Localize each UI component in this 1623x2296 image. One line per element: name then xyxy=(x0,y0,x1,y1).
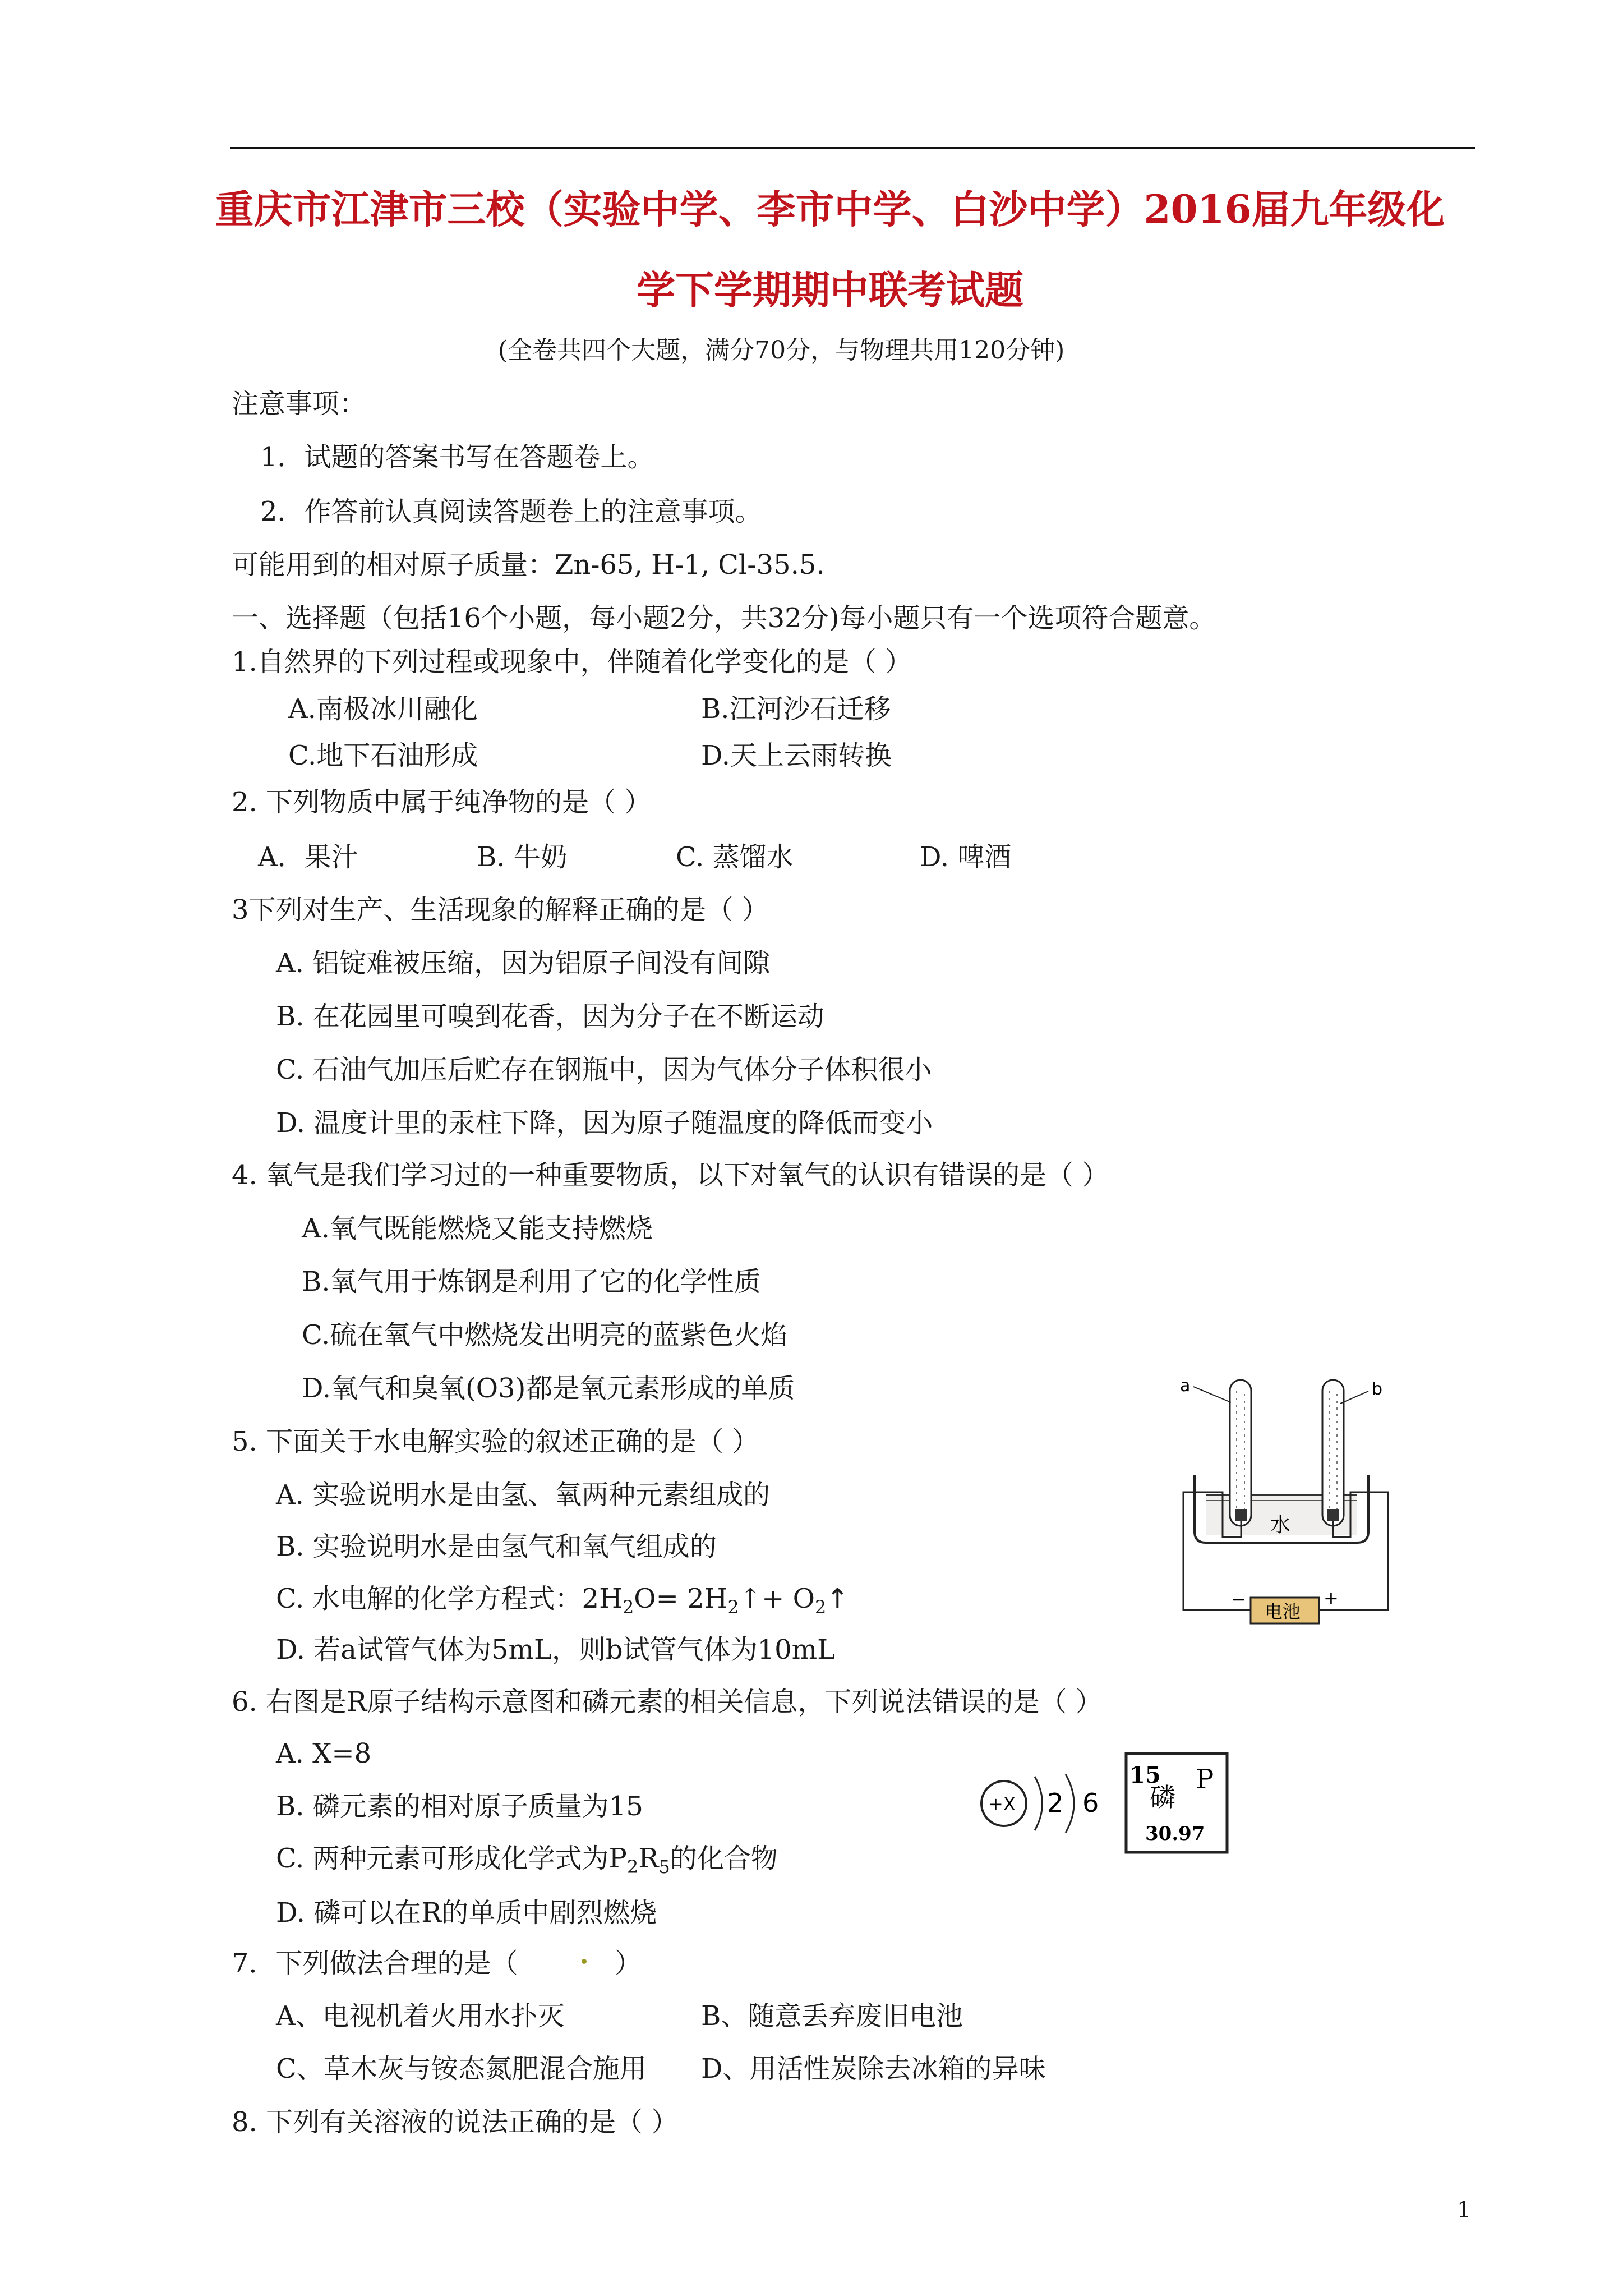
q1-option-a: A.南极冰川融化 xyxy=(288,693,478,725)
q6-option-c xyxy=(276,1845,778,1876)
q2-option-a: A．果汁 xyxy=(258,841,358,873)
q6-option-d: D. 磷可以在R的单质中剧烈燃烧 xyxy=(276,1897,657,1929)
q1-option-d: D.天上云雨转换 xyxy=(701,740,892,771)
q8-stem: 8. 下列有关溶液的说法正确的是（ ） xyxy=(232,2106,679,2138)
q5-option-b: B. 实验说明水是由氢气和氧气组成的 xyxy=(276,1531,717,1562)
q4-option-c: C.硫在氧气中燃烧发出明亮的蓝紫色火焰 xyxy=(302,1319,788,1351)
battery-label: 电池 xyxy=(1265,1601,1301,1622)
q7-option-b: B、随意丢弃废旧电池 xyxy=(701,2000,963,2032)
q6-option-a: A. X=8 xyxy=(276,1738,372,1769)
title-line-2: 学下学期期中联考试题 xyxy=(637,268,1023,313)
q5-c-sub-3: 2 xyxy=(814,1596,827,1618)
phosphorus-element-card xyxy=(1123,1750,1232,1857)
q4-option-b: B.氧气用于炼钢是利用了它的化学性质 xyxy=(302,1266,761,1297)
q5-c-text-3: ↑+ O xyxy=(739,1583,815,1614)
q6-c-sub-1: 2 xyxy=(626,1856,639,1878)
q7-stem-right: ） xyxy=(615,1948,642,1979)
q3-option-b: B. 在花园里可嗅到花香，因为分子在不断运动 xyxy=(276,1001,824,1032)
q3-option-d: D. 温度计里的汞柱下降，因为原子随温度的降低而变小 xyxy=(276,1107,933,1139)
stray-dot xyxy=(582,1959,587,1964)
minus-sign: − xyxy=(1231,1589,1246,1610)
q5-c-sub-1: 2 xyxy=(622,1596,634,1618)
atom-structure-diagram xyxy=(976,1764,1116,1843)
page-number: 1 xyxy=(1457,2197,1472,2223)
atomic-number: 15 xyxy=(1129,1762,1161,1788)
q1-option-b: B.江河沙石迁移 xyxy=(701,693,891,725)
shell-2-electrons: 6 xyxy=(1082,1788,1099,1818)
q6-c-text-1: C. 两种元素可形成化学式为P xyxy=(276,1843,627,1874)
q6-option-b: B. 磷元素的相对原子质量为15 xyxy=(276,1791,643,1822)
header-rule xyxy=(230,147,1475,149)
q2-option-b: B. 牛奶 xyxy=(477,841,568,873)
electrolysis-diagram xyxy=(1172,1369,1413,1649)
q5-stem: 5. 下面关于水电解实验的叙述正确的是（ ） xyxy=(232,1426,759,1457)
q1-stem: 1.自然界的下列过程或现象中，伴随着化学变化的是（ ） xyxy=(232,646,912,678)
title-line-1: 重庆市江津市三校（实验中学、李市中学、白沙中学）2016届九年级化 xyxy=(215,187,1445,232)
notice-heading: 注意事项： xyxy=(232,388,367,420)
q7-stem-left: 7．下列做法合理的是（ xyxy=(232,1948,518,1979)
section-1-heading: 一、选择题（包括16个小题，每小题2分，共32分)每小题只有一个选项符合题意。 xyxy=(232,602,1216,634)
element-name: 磷 xyxy=(1150,1782,1175,1812)
q2-stem: 2. 下列物质中属于纯净物的是（ ） xyxy=(232,786,652,818)
q2-option-c: C. 蒸馏水 xyxy=(676,841,794,873)
shell-1-electrons: 2 xyxy=(1047,1788,1064,1818)
q6-c-sub-2: 5 xyxy=(658,1856,670,1878)
atomic-masses: 可能用到的相对原子质量：Zn-65, H-1, Cl-35.5. xyxy=(232,549,825,581)
element-symbol: P xyxy=(1196,1764,1214,1795)
atomic-mass: 30.97 xyxy=(1145,1823,1205,1845)
q5-option-d: D. 若a试管气体为5mL，则b试管气体为10mL xyxy=(276,1634,836,1665)
nucleus-charge: +X xyxy=(988,1793,1016,1815)
q5-c-text-2: O= 2H xyxy=(634,1583,728,1614)
q5-option-c xyxy=(276,1585,849,1616)
notice-item-2: 2．作答前认真阅读答题卷上的注意事项。 xyxy=(260,496,762,527)
q1-option-c: C.地下石油形成 xyxy=(288,740,478,771)
q2-option-d: D. 啤酒 xyxy=(920,841,1012,873)
notice-item-1: 1．试题的答案书写在答题卷上。 xyxy=(260,441,654,473)
q3-stem: 3下列对生产、生活现象的解释正确的是（ ） xyxy=(232,894,769,926)
label-a: a xyxy=(1180,1376,1191,1396)
q4-option-a: A.氧气既能燃烧又能支持燃烧 xyxy=(302,1213,653,1244)
exam-subtitle: (全卷共四个大题，满分70分，与物理共用120分钟) xyxy=(498,336,1065,365)
q6-c-text-2: R xyxy=(638,1843,659,1874)
q5-c-text-4: ↑ xyxy=(826,1583,849,1614)
q7-option-d: D、用活性炭除去冰箱的异味 xyxy=(701,2053,1046,2085)
plus-sign: + xyxy=(1324,1588,1339,1609)
q5-c-sub-2: 2 xyxy=(727,1596,739,1618)
q3-option-a: A. 铝锭难被压缩，因为铝原子间没有间隙 xyxy=(276,947,771,979)
q5-option-a: A. 实验说明水是由氢、氧两种元素组成的 xyxy=(276,1479,771,1511)
q7-option-c: C、草木灰与铵态氮肥混合施用 xyxy=(276,2053,647,2085)
q4-stem: 4. 氧气是我们学习过的一种重要物质，以下对氧气的认识有错误的是（ ） xyxy=(232,1159,1109,1191)
q7-option-a: A、电视机着火用水扑灭 xyxy=(276,2000,565,2032)
q5-c-text-1: C. 水电解的化学方程式：2H xyxy=(276,1583,623,1614)
q6-stem: 6. 右图是R原子结构示意图和磷元素的相关信息，下列说法错误的是（ ） xyxy=(232,1686,1103,1718)
label-b: b xyxy=(1372,1379,1383,1399)
q4-option-d: D.氧气和臭氧(O3)都是氧元素形成的单质 xyxy=(302,1373,795,1404)
water-label: 水 xyxy=(1270,1513,1291,1536)
q6-c-text-3: 的化合物 xyxy=(670,1843,778,1874)
q3-option-c: C. 石油气加压后贮存在钢瓶中，因为气体分子体积很小 xyxy=(276,1054,932,1085)
